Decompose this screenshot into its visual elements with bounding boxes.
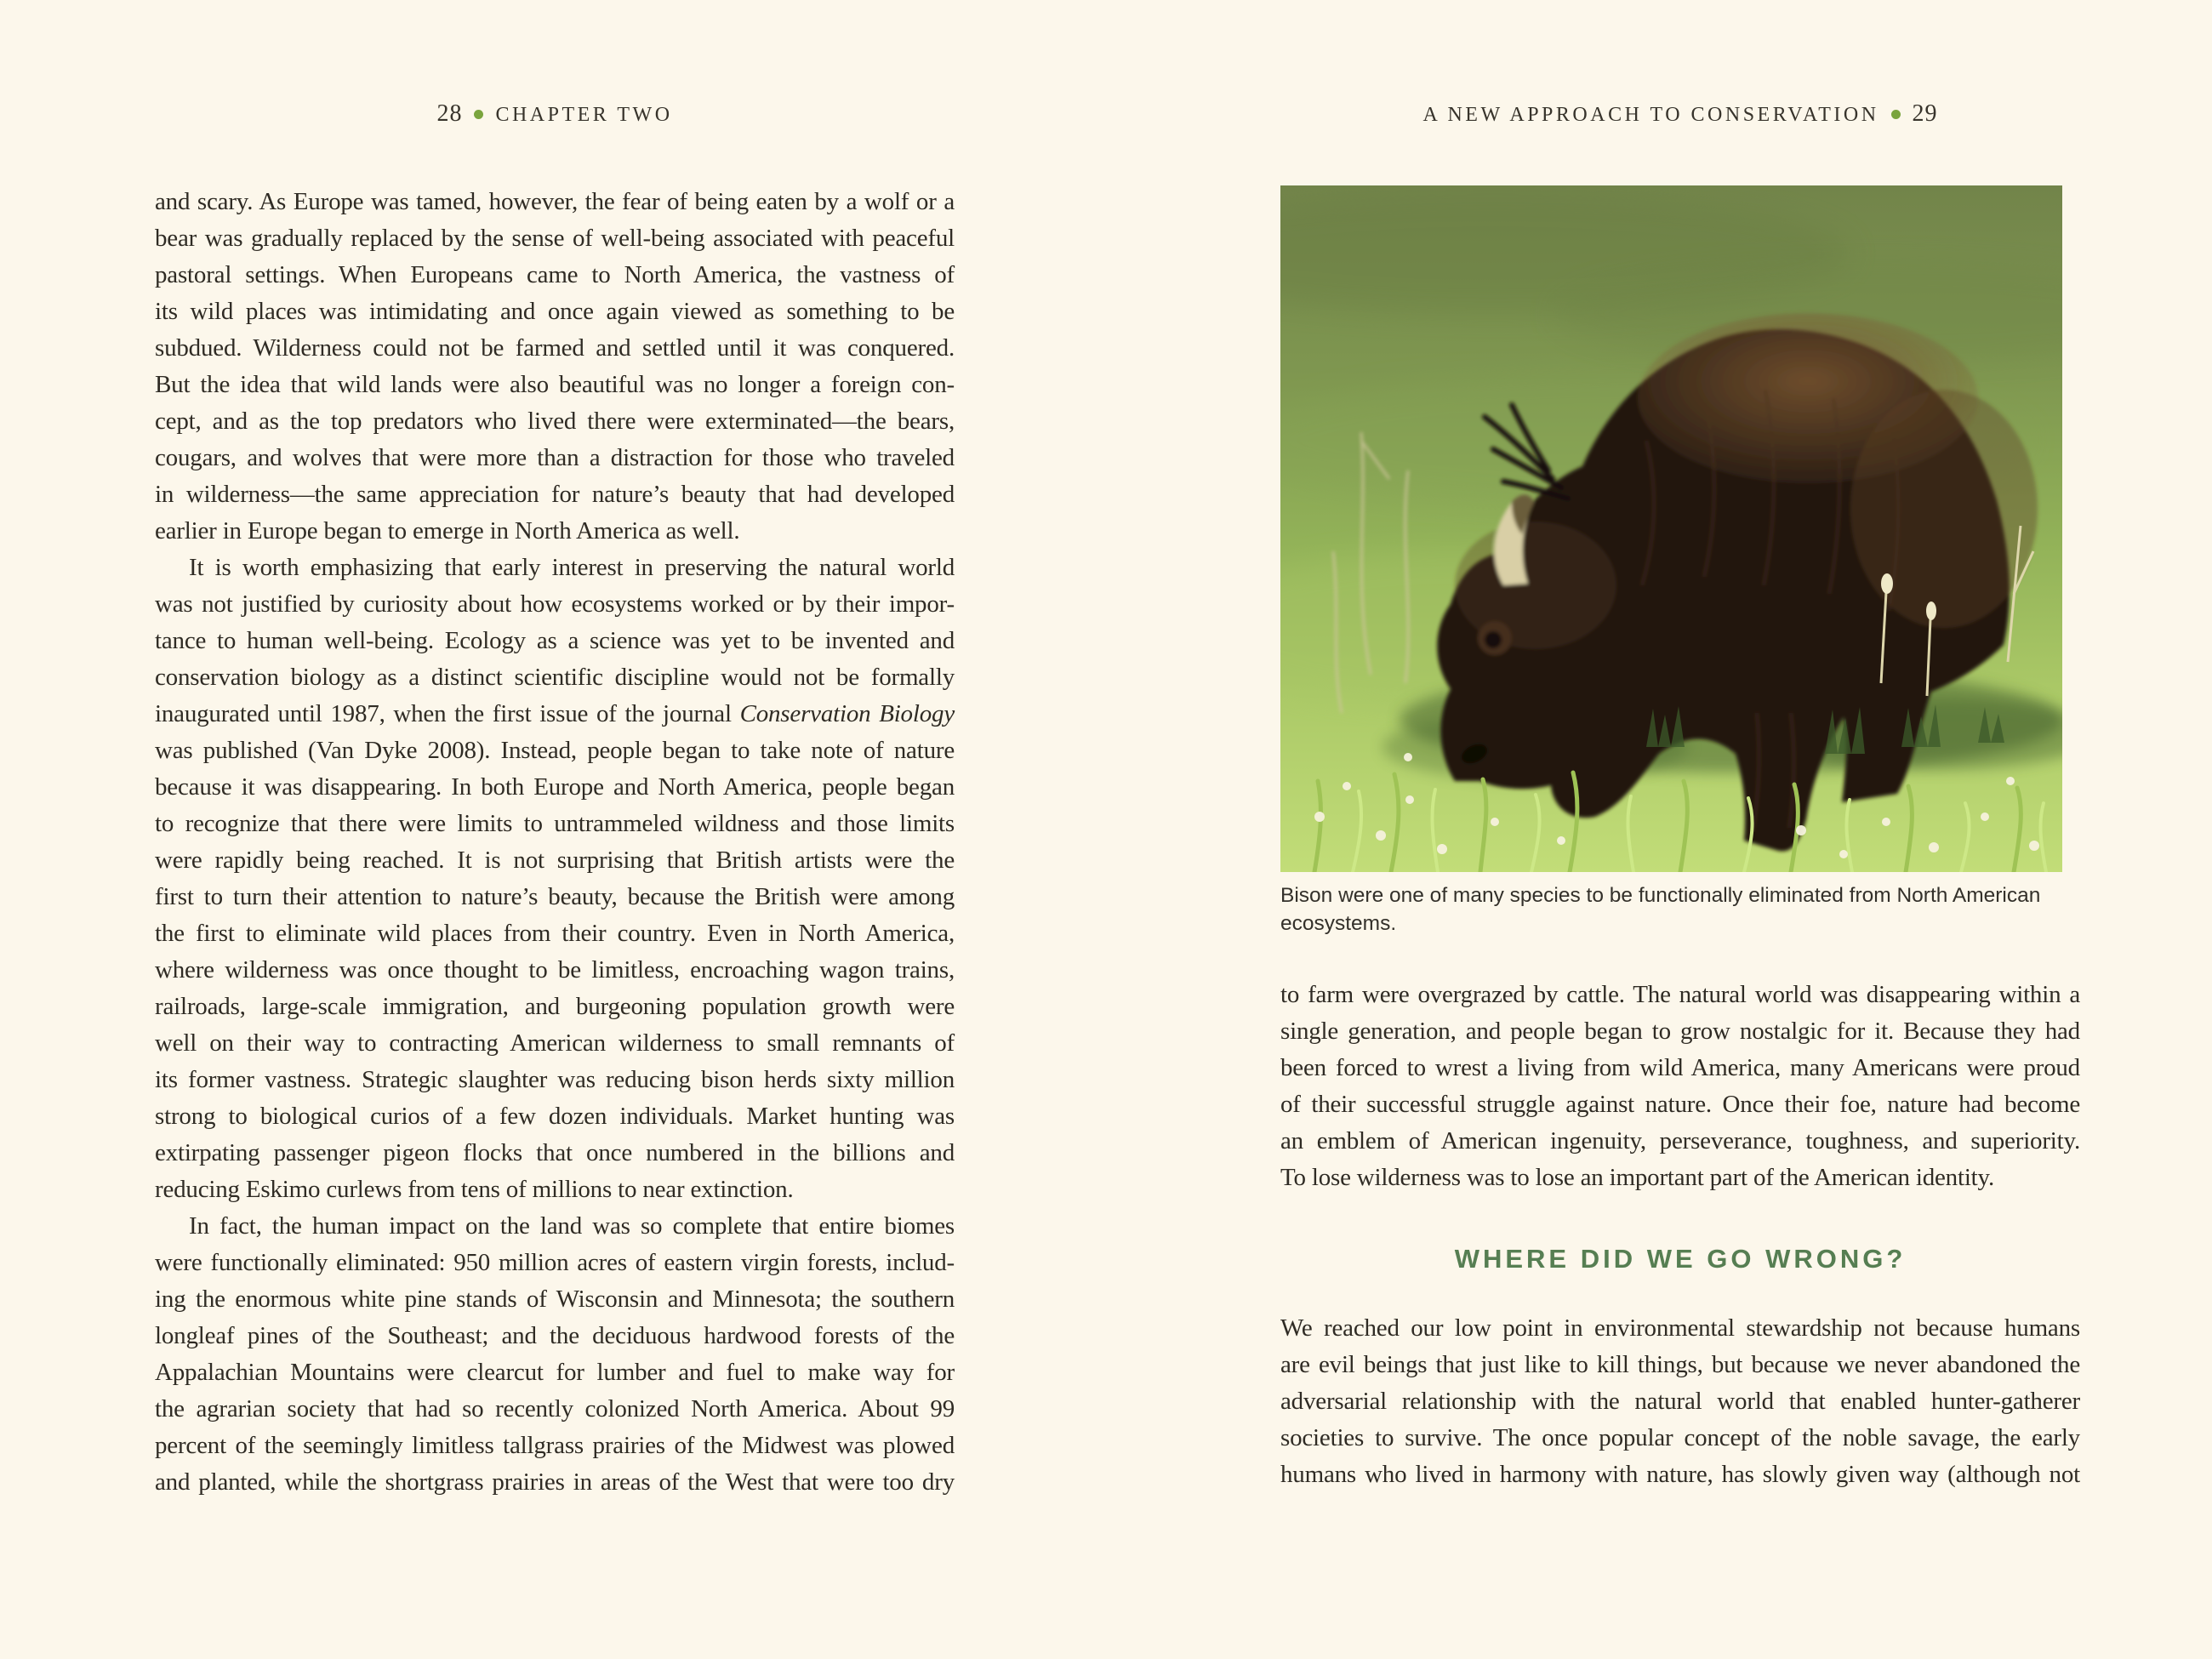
text-line: reducing Eskimo curlews from tens of millions to near extinction. [155, 1176, 794, 1203]
right-page-number: 29 [1912, 100, 1938, 127]
text-line: the agrarian society that had so recently colonized North America. About 99 [155, 1395, 955, 1422]
separator-dot-icon [474, 110, 483, 119]
bison-photo [1280, 185, 2062, 872]
left-running-head [155, 100, 955, 128]
text-line: to recognize that there were limits to untrammeled wildness and those limits [155, 810, 955, 837]
text-line: and planted, while the shortgrass prairies in areas of the West that were too dry [155, 1468, 955, 1496]
text-line: inaugurated until 1987, when the first issue of the journal Conservation Biology [155, 700, 955, 727]
text-line: was published (Van Dyke 2008). Instead, people began to take note of nature [155, 737, 955, 764]
text-line: its former vastness. Strategic slaughter was reducing bison herds sixty million [155, 1066, 955, 1093]
text-line: To lose wilderness was to lose an important part of the American identity. [1280, 1164, 1995, 1191]
text-line: It is worth emphasizing that early interest in preserving the natural world [189, 554, 955, 581]
text-line: and scary. As Europe was tamed, however, the fear of being eaten by a wolf or a [155, 188, 955, 215]
text-line: an emblem of American ingenuity, perseverance, toughness, and superiority. [1280, 1127, 2080, 1154]
text-line: tance to human well-being. Ecology as a science was yet to be invented and [155, 627, 955, 654]
caption-line: Bison were one of many species to be functionally eliminated from North American [1280, 884, 2041, 907]
text-line: humans who lived in harmony with nature, has slowly given way (although not [1280, 1461, 2080, 1488]
separator-dot-icon [1891, 110, 1901, 119]
text-line: adversarial relationship with the natural world that enabled hunter-gatherer [1280, 1388, 2080, 1415]
text-line: cougars, and wolves that were more than a distraction for those who traveled [155, 444, 955, 471]
text-line: extirpating passenger pigeon flocks that once numbered in the billions and [155, 1139, 955, 1166]
text-line: cept, and as the top predators who lived there were exterminated—the bears, [155, 408, 955, 435]
text-line: was not justified by curiosity about how ecosystems worked or by their impor- [155, 590, 955, 618]
text-line: societies to survive. The once popular concept of the noble savage, the early [1280, 1424, 2080, 1451]
section-heading: WHERE DID WE GO WRONG? [1454, 1244, 1907, 1274]
text-line: to farm were overgrazed by cattle. The natural world was disappearing within a [1280, 981, 2080, 1008]
text-line: where wilderness was once thought to be limitless, encroaching wagon trains, [155, 956, 955, 983]
text-line: of their successful struggle against nature. Once their foe, nature had become [1280, 1091, 2080, 1118]
text-line: were functionally eliminated: 950 million acres of eastern virgin forests, includ- [155, 1249, 955, 1276]
text-line: are evil beings that just like to kill things, but because we never abandoned the [1280, 1351, 2080, 1378]
paragraph [1280, 977, 2080, 1196]
text-line: in wilderness—the same appreciation for nature’s beauty that had developed [155, 481, 955, 508]
photo-caption [1280, 881, 2062, 938]
text-line: subdued. Wilderness could not be farmed and settled until it was conquered. [155, 334, 955, 362]
text-line: railroads, large-scale immigration, and burgeoning population growth were [155, 993, 955, 1020]
text-line: first to turn their attention to nature’s beauty, because the British were among [155, 883, 955, 910]
text-line: bear was gradually replaced by the sense of well-being associated with peaceful [155, 225, 955, 252]
right-page-text-top [1280, 977, 2080, 1196]
text-line: conservation biology as a distinct scientific discipline would not be formally [155, 664, 955, 691]
text-line: earlier in Europe began to emerge in North America as well. [155, 517, 740, 544]
left-page-number: 28 [436, 100, 463, 127]
text-line: well on their way to contracting American wilderness to small remnants of [155, 1029, 955, 1057]
right-running-title: A NEW APPROACH TO CONSERVATION [1422, 104, 1879, 126]
right-page-text-bottom [1280, 1310, 2080, 1493]
text-line: ing the enormous white pine stands of Wisconsin and Minnesota; the southern [155, 1286, 955, 1313]
right-running-head [1280, 100, 2080, 128]
text-line: We reached our low point in environmental stewardship not because humans [1280, 1314, 2080, 1342]
text-line: single generation, and people began to grow nostalgic for it. Because they had [1280, 1018, 2080, 1045]
caption-line: ecosystems. [1280, 912, 1397, 935]
text-line: because it was disappearing. In both Europe and North America, people began [155, 773, 955, 801]
text-line: its wild places was intimidating and once again viewed as something to be [155, 298, 955, 325]
bison-photo-art [1280, 185, 2062, 872]
text-line: longleaf pines of the Southeast; and the deciduous hardwood forests of the [155, 1322, 955, 1349]
paragraph [155, 550, 955, 1208]
text-line: In fact, the human impact on the land was so complete that entire biomes [189, 1212, 955, 1240]
left-running-title: CHAPTER TWO [495, 104, 673, 126]
text-line: percent of the seemingly limitless tallgrass prairies of the Midwest was plowed [155, 1432, 955, 1459]
text-line: But the idea that wild lands were also beautiful was no longer a foreign con- [155, 371, 955, 398]
text-line: been forced to wrest a living from wild America, many Americans were proud [1280, 1054, 2080, 1081]
paragraph [1280, 1310, 2080, 1493]
text-line: the first to eliminate wild places from their country. Even in North America, [155, 920, 955, 947]
text-line: Appalachian Mountains were clearcut for lumber and fuel to make way for [155, 1359, 955, 1386]
text-line: were rapidly being reached. It is not surprising that British artists were the [155, 847, 955, 874]
paragraph [155, 184, 955, 550]
text-line: pastoral settings. When Europeans came to North America, the vastness of [155, 261, 955, 288]
left-page-text [155, 184, 955, 1501]
paragraph [155, 1208, 955, 1501]
text-line: strong to biological curios of a few dozen individuals. Market hunting was [155, 1103, 955, 1130]
